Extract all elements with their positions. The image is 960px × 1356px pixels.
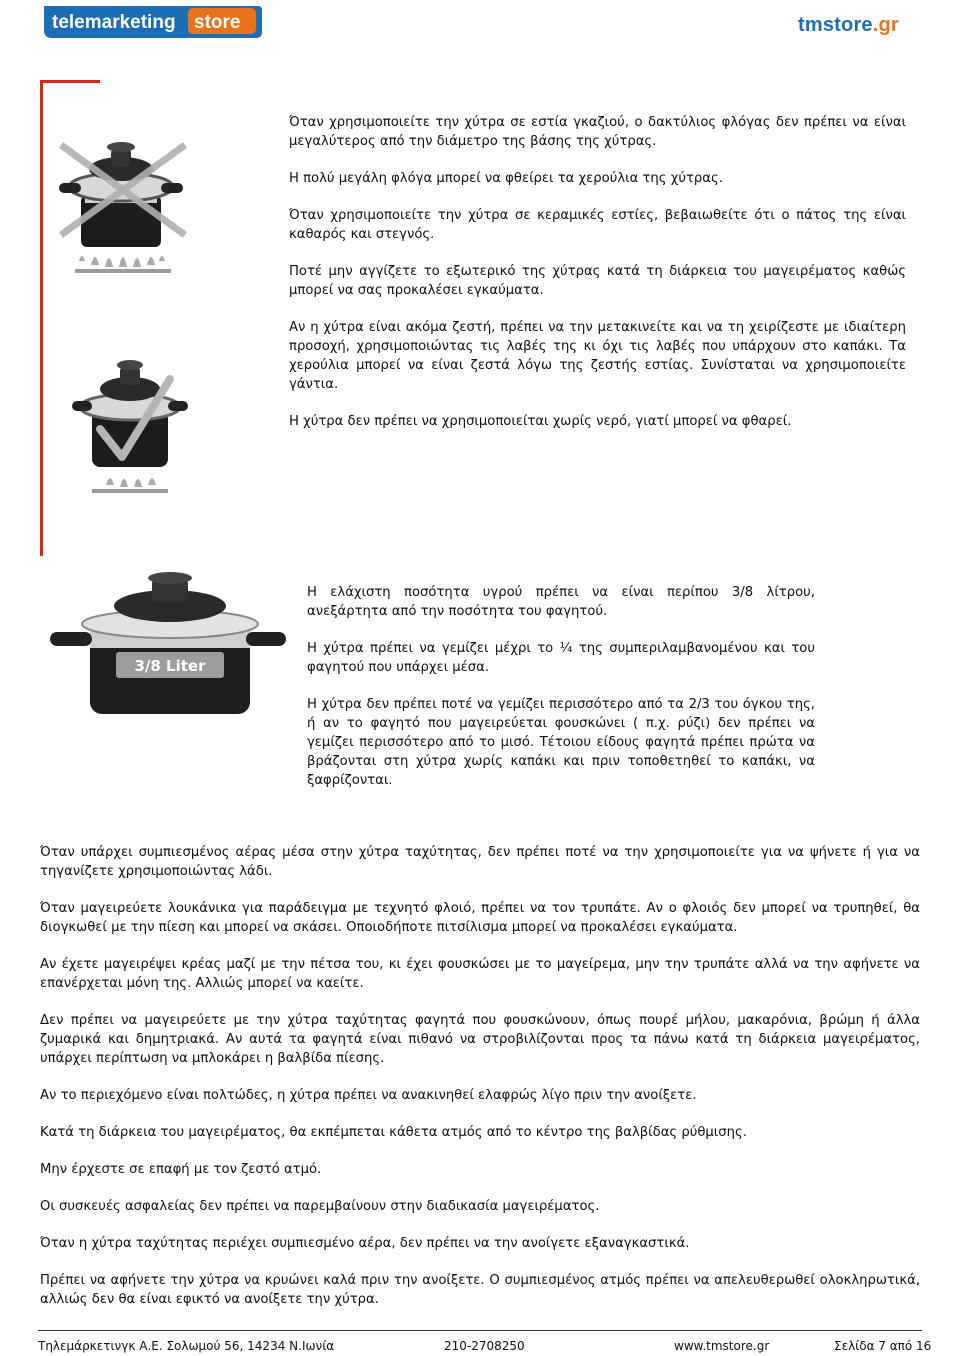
paragraph: Μην έρχεστε σε επαφή με τον ζεστό ατμό. (40, 1162, 322, 1177)
pot-minimum-liquid-image (48, 568, 288, 718)
pot-correct-flame-image (70, 345, 190, 495)
section-liquid-quantity (307, 583, 815, 808)
pot-wrong-flame-image (55, 125, 195, 275)
brand-left-part2: store (194, 12, 241, 33)
tmstore-logo (798, 14, 899, 37)
paragraph: Πρέπει να αφήνετε την χύτρα να κρυώνει καλά πριν την ανοίξετε. Ο συμπιεσμένος ατμός πρέπει να απελευθερωθεί ολοκληρωτικά, αλλιώς δεν θα είναι εφικτό να ανοίξετε την χύτρα. (40, 1273, 920, 1307)
paragraph: Η χύτρα δεν πρέπει να χρησιμοποιείται χωρίς νερό, γιατί μπορεί να φθαρεί. (289, 414, 792, 429)
footer-page-number: Σελίδα 7 από 16 (834, 1339, 932, 1353)
footer-website-link[interactable]: www.tmstore.gr (674, 1339, 770, 1353)
paragraph: Η χύτρα δεν πρέπει ποτέ να γεμίζει περισσότερο από τα 2/3 του όγκου της, ή αν το φαγητό που μαγειρεύεται φουσκώνει ( π.χ. ρύζι) δεν πρέπει να γεμίζει περισσότερο από το μισό. Τέτοιου είδους φαγητά πρέπει πρώτα να βράζονται στη χύτρα χωρίς καπάκι και πριν τοποθετηθεί το καπάκι, να ξαφρίζονται. (307, 697, 815, 788)
pot-volume-label: 3/8 Liter (134, 657, 206, 675)
red-frame-top (40, 80, 100, 83)
section-safety-instructions (40, 843, 920, 1327)
paragraph: Κατά τη διάρκεια του μαγειρέματος, θα εκπέμπεται κάθετα ατμός από το κέντρο της βαλβίδας ρύθμισης. (40, 1125, 747, 1140)
paragraph: Η πολύ μεγάλη φλόγα μπορεί να φθείρει τα χερούλια της χύτρας. (289, 171, 723, 186)
footer-company: Τηλεμάρκετινγκ Α.Ε. Σολωμού 56, 14234 Ν.Ιωνία (38, 1339, 335, 1353)
paragraph: Όταν χρησιμοποιείτε την χύτρα σε κεραμικές εστίες, βεβαιωθείτε ότι ο πάτος της είναι καθαρός και στεγνός. (289, 208, 906, 242)
paragraph: Αν το περιεχόμενο είναι πολτώδες, η χύτρα πρέπει να ανακινηθεί ελαφρώς λίγο πριν την ανοίξετε. (40, 1088, 697, 1103)
section-gas-hob-instructions (289, 113, 906, 449)
footer-phone: 210-2708250 (444, 1339, 525, 1353)
telemarketing-store-logo-graphic (38, 2, 264, 42)
paragraph: Οι συσκευές ασφαλείας δεν πρέπει να παρεμβαίνουν στην διαδικασία μαγειρέματος. (40, 1199, 600, 1214)
brand-left-part1: telemarketing (52, 12, 176, 33)
paragraph: Η ελάχιστη ποσότητα υγρού πρέπει να είναι περίπου 3/8 λίτρου, ανεξάρτητα από την ποσότητα του φαγητού. (307, 585, 815, 619)
paragraph: Όταν μαγειρεύετε λουκάνικα για παράδειγμα με τεχνητό φλοιό, πρέπει να τον τρυπάτε. Αν ο φλοιός δεν μπορεί να τρυπηθεί, θα διογκωθεί με την πίεση και μπορεί να σκάσει. Οποιοδήποτε πιτσίλισμα μπορεί να προκαλέσει εγκαύματα. (40, 901, 920, 935)
telemarketing-store-logo (38, 2, 264, 42)
paragraph: Αν η χύτρα είναι ακόμα ζεστή, πρέπει να την μετακινείτε και να τη χειρίζεστε με ιδιαίτερη προσοχή, χρησιμοποιώντας τις λαβές της κι όχι τις λαβές που υπάρχουν στο καπάκι. Τα χερούλια μπορεί να είναι ζεστά λόγω της ζεστής εστίας. Συνίσταται να χρησιμοποιείτε γάντια. (289, 320, 906, 392)
paragraph: Δεν πρέπει να μαγειρεύετε με την χύτρα ταχύτητας φαγητά που φουσκώνουν, όπως πουρέ μήλου, μακαρόνια, βρώμη ή άλλα ζυμαρικά και δημητριακά. Αν αυτά τα φαγητά είναι πιθανό να στροβιλίζονται προς τα πάνω κατά τη διάρκεια μαγειρέματος, υπάρχει περίπτωση να μπλοκάρει η βαλβίδα πίεσης. (40, 1013, 920, 1066)
paragraph: Ποτέ μην αγγίζετε το εξωτερικό της χύτρας κατά τη διάρκεια του μαγειρέματος καθώς μπορεί να σας προκαλέσει εγκαύματα. (289, 264, 906, 298)
paragraph: Όταν η χύτρα ταχύτητας περιέχει συμπιεσμένο αέρα, δεν πρέπει να την ανοίγετε εξαναγκαστικά. (40, 1236, 690, 1251)
page-footer (38, 1330, 932, 1353)
paragraph: Αν έχετε μαγειρέψει κρέας μαζί με την πέτσα του, κι έχει φουσκώσει με το μαγείρεμα, μην την τρυπάτε αλλά να την αφήνετε να επανέρχεται μόνη της. Αλλιώς μπορεί να καείτε. (40, 957, 920, 991)
paragraph: Η χύτρα πρέπει να γεμίζει μέχρι το ¼ της συμπεριλαμβανομένου και του φαγητού που υπάρχει μέσα. (307, 641, 815, 675)
paragraph: Όταν υπάρχει συμπιεσμένος αέρας μέσα στην χύτρα ταχύτητας, δεν πρέπει ποτέ να την χρησιμοποιείτε για να ψήνετε ή για να τηγανίζετε χρησιμοποιώντας λάδι. (40, 845, 920, 879)
red-frame-line (40, 80, 43, 556)
brand-right-part2: .gr (872, 14, 899, 36)
paragraph: Όταν χρησιμοποιείτε την χύτρα σε εστία γκαζιού, ο δακτύλιος φλόγας δεν πρέπει να είναι μεγαλύτερος από την διάμετρο της βάσης της χύτρας. (289, 115, 906, 149)
brand-right-part1: tmstore (798, 14, 873, 36)
